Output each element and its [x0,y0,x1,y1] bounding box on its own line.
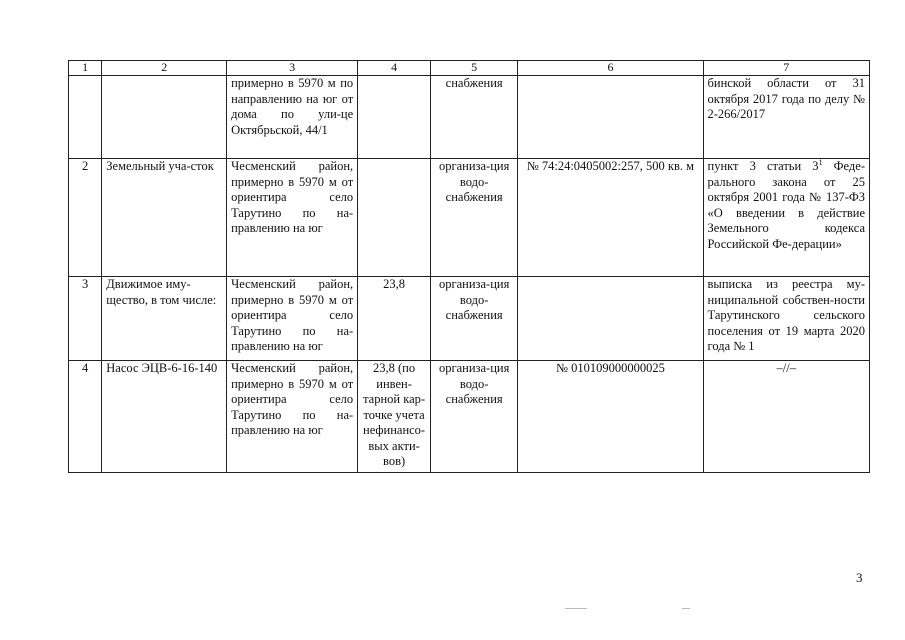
basis-text-continued: Феде-рального закона от 25 октября 2001 года № 137-ФЗ «О введении в действие Земельного кодекса Российской Фе-дерации» [707,159,865,251]
purpose-cell: организа-ция водо-снабжения [430,361,517,473]
column-number: 4 [358,61,431,76]
table-row [69,277,870,361]
scan-artifact [565,608,587,609]
basis-text: пункт 3 статьи 3 [707,159,819,173]
page-number: 3 [856,570,863,585]
row-number-cell: 4 [69,361,102,473]
property-table [68,60,870,473]
location-cell: Чесменский район, примерно в 5970 м от ориентира село Тарутино по на-правлению на юг [227,277,358,361]
basis-cell: бинской области от 31 октября 2017 года по делу № 2-266/2017 [703,76,869,159]
scan-artifact [682,608,690,609]
column-number: 5 [430,61,517,76]
value-cell [358,159,431,277]
value-cell [358,76,431,159]
details-cell [518,76,703,159]
table-row [69,361,870,473]
purpose-cell: организа-ция водо-снабжения [430,277,517,361]
basis-cell [703,159,869,277]
location-cell: Чесменский район, примерно в 5970 м от ориентира село Тарутино по на-правлению на юг [227,159,358,277]
basis-cell: выписка из реестра му-ниципальной собствен-ности Тарутинского сельского поселения от 19 марта 2020 года № 1 [703,277,869,361]
location-cell: примерно в 5970 м по направлению на юг от дома по ули-це Октябрьской, 44/1 [227,76,358,159]
name-cell: Насос ЭЦВ-6-16-140 [102,361,227,473]
table-row [69,159,870,277]
details-cell: № 74:24:0405002:257, 500 кв. м [518,159,703,277]
column-number: 1 [69,61,102,76]
column-number: 2 [102,61,227,76]
purpose-cell: снабжения [430,76,517,159]
details-cell [518,277,703,361]
row-number-cell [69,76,102,159]
table-row-continued [69,76,870,159]
value-cell: 23,8 [358,277,431,361]
purpose-cell: организа-ция водо-снабжения [430,159,517,277]
column-number: 7 [703,61,869,76]
column-number: 6 [518,61,703,76]
row-number-cell: 3 [69,277,102,361]
basis-superscript: 1 [818,157,823,167]
row-number-cell: 2 [69,159,102,277]
name-cell: Движимое иму-щество, в том числе: [102,277,227,361]
column-number-header-row [69,61,870,76]
name-cell: Земельный уча-сток [102,159,227,277]
value-cell: 23,8 (по инвен-тарной кар-точке учета нефинансо-вых акти-вов) [358,361,431,473]
location-cell: Чесменский район, примерно в 5970 м от ориентира село Тарутино по на-правлению на юг [227,361,358,473]
basis-cell: –//– [703,361,869,473]
name-cell [102,76,227,159]
column-number: 3 [227,61,358,76]
details-cell: № 010109000000025 [518,361,703,473]
